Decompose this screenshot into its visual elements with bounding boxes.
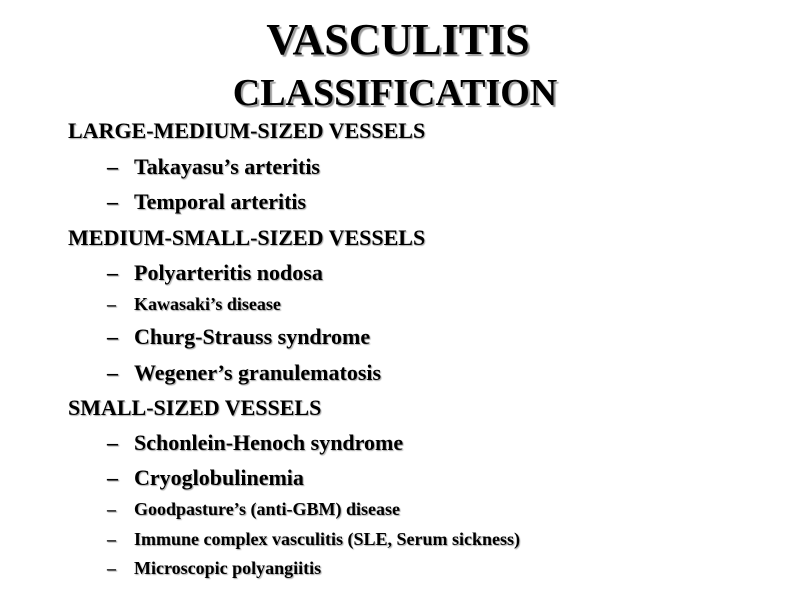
bullet-dash: – (107, 558, 116, 578)
section-heading-small: SMALL-SIZED VESSELS (68, 395, 322, 420)
list-item-label: Microscopic polyangiitis (134, 558, 322, 578)
bullet-dash: – (107, 260, 118, 285)
bullet-dash: – (107, 499, 116, 519)
list-item (107, 429, 403, 457)
bullet-dash: – (107, 529, 116, 549)
list-item-label: Schonlein-Henoch syndrome (134, 430, 404, 455)
list-item-label: Wegener’s granulematosis (134, 360, 382, 385)
list-item-label: Takayasu’s arteritis (134, 154, 320, 179)
bullet-dash: – (107, 324, 118, 349)
bullet-dash: – (107, 154, 118, 179)
list-item (107, 259, 323, 287)
slide-title: VASCULITIS (266, 15, 530, 64)
list-item-label: Cryoglobulinemia (134, 465, 304, 490)
list-item (107, 323, 370, 351)
list-item-label: Temporal arteritis (134, 189, 307, 214)
list-item (107, 464, 304, 492)
list-item (107, 292, 281, 316)
slide-subtitle: CLASSIFICATION (232, 72, 558, 114)
list-item (107, 153, 320, 181)
list-item (107, 556, 321, 580)
section-heading-large-medium: LARGE-MEDIUM-SIZED VESSELS (68, 118, 426, 143)
bullet-dash: – (107, 430, 118, 455)
list-item (107, 359, 381, 387)
list-item-label: Immune complex vasculitis (SLE, Serum sickness) (134, 529, 521, 549)
list-item-label: Churg-Strauss syndrome (134, 324, 371, 349)
list-item-label: Polyarteritis nodosa (134, 260, 323, 285)
list-item-label: Kawasaki’s disease (134, 294, 281, 314)
bullet-dash: – (107, 465, 118, 490)
bullet-dash: – (107, 360, 118, 385)
list-item (107, 188, 306, 216)
list-item (107, 527, 520, 551)
list-item (107, 497, 400, 521)
section-heading-medium-small: MEDIUM-SMALL-SIZED VESSELS (68, 225, 426, 250)
bullet-dash: – (107, 189, 118, 214)
list-item-label: Goodpasture’s (anti-GBM) disease (134, 499, 401, 519)
bullet-dash: – (107, 294, 116, 314)
